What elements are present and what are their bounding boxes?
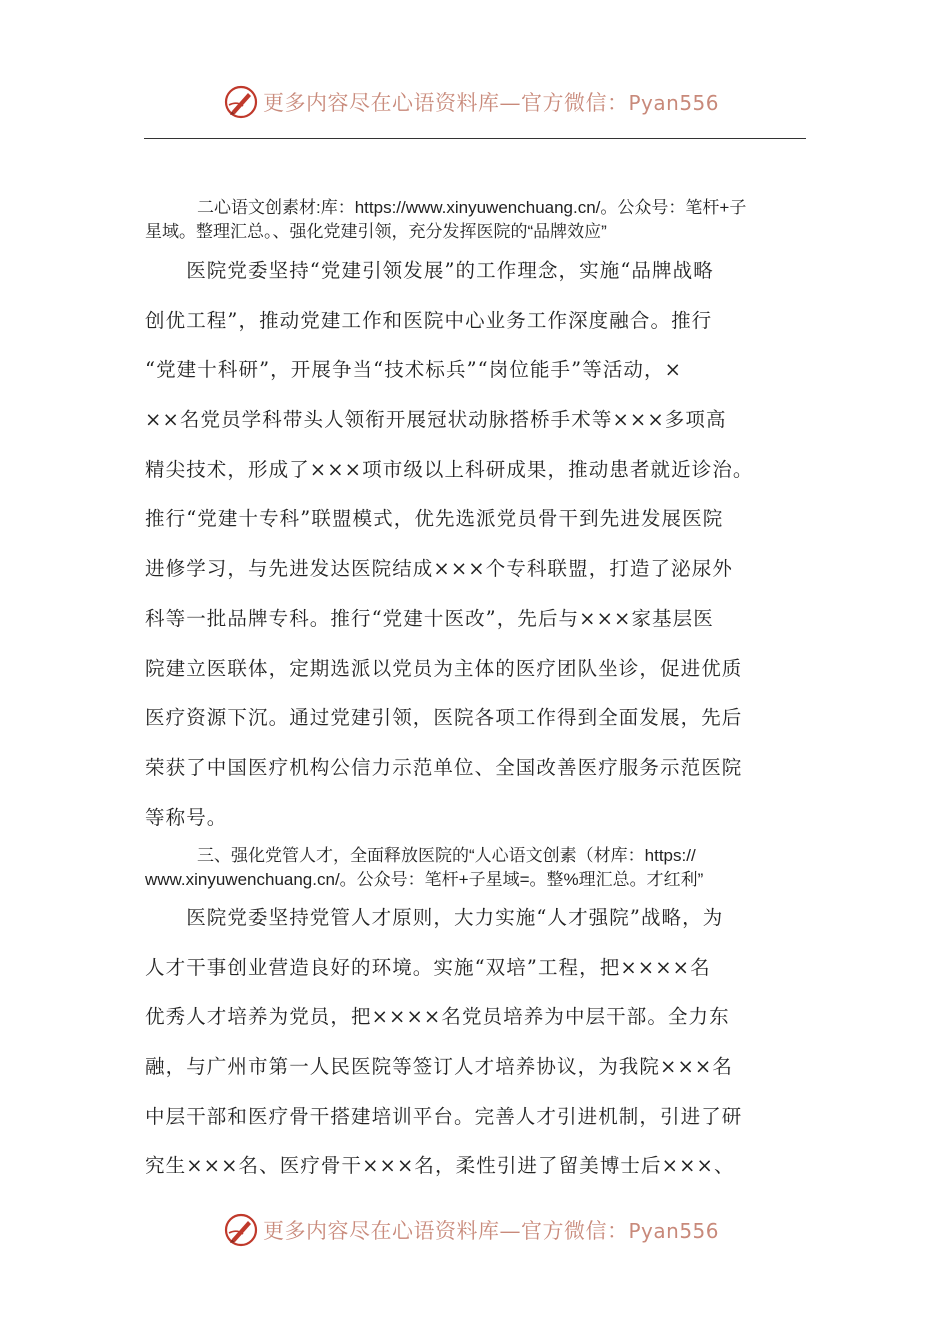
section-heading-2	[145, 196, 807, 244]
pen-logo-icon	[223, 84, 259, 120]
banner-text	[263, 87, 719, 117]
section-heading-3	[145, 844, 807, 892]
paragraph-line: 人才干事创业营造良好的环境。实施“双培”工程，把××××名	[145, 955, 711, 979]
heading-line: 三、强化党管人才，全面释放医院的“人心语文创素（材库：https://	[197, 846, 696, 865]
wechat-id: Pyan556	[628, 91, 719, 115]
paragraph-line: 优秀人才培养为党员，把××××名党员培养为中层干部。全力东	[145, 1005, 730, 1029]
paragraph-line: 究生×××名、医疗骨干×××名，柔性引进了留美博士后×××、	[145, 1154, 735, 1178]
paragraph-line: 精尖技术，形成了×××项市级以上科研成果，推动患者就近诊治。	[145, 457, 754, 481]
banner-slogan: 更多内容尽在心语资料库—官方微信：	[262, 91, 629, 115]
paragraph-line: 院建立医联体，定期选派以党员为主体的医疗团队坐诊，促进优质	[145, 656, 743, 680]
paragraph-line: 医疗资源下沉。通过党建引领，医院各项工作得到全面发展，先后	[145, 706, 743, 730]
paragraph-line: 进修学习，与先进发达医院结成×××个专科联盟，打造了泌尿外	[145, 557, 733, 581]
paragraph-line: 医院党委坚持“党建引领发展”的工作理念，实施“品牌战略	[145, 259, 714, 282]
heading-line: www.xinyuwenchuang.cn/。公众号：笔杆+子星域=。整%理汇总。才红利”	[145, 870, 704, 889]
paragraph-line: 推行“党建十专科”联盟模式，优先选派党员骨干到先进发展医院	[145, 507, 724, 531]
header-banner	[0, 82, 950, 122]
heading-line: 星域。整理汇总。、强化党建引领，充分发挥医院的“品牌效应”	[145, 222, 607, 241]
paragraph-line: 荣获了中国医疗机构公信力示范单位、全国改善医疗服务示范医院	[145, 755, 743, 779]
wechat-id: Pyan556	[628, 1219, 719, 1243]
banner-slogan: 更多内容尽在心语资料库—官方微信：	[262, 1219, 629, 1243]
pen-logo-icon	[223, 1212, 259, 1248]
section-paragraph-3	[145, 893, 809, 1191]
heading-line: 二心语文创素材:库：https://www.xinyuwenchuang.cn/。公众号：笔杆+子	[197, 198, 747, 217]
paragraph-line: “党建十科研”，开展争当“技术标兵”“岗位能手”等活动，×	[145, 358, 683, 382]
paragraph-line: ××名党员学科带头人领衔开展冠状动脉搭桥手术等×××多项高	[145, 408, 727, 432]
section-paragraph-2	[145, 246, 809, 842]
banner-text	[263, 1215, 719, 1245]
header-divider	[144, 138, 806, 139]
paragraph-line: 中层干部和医疗骨干搭建培训平台。完善人才引进机制，引进了研	[145, 1104, 743, 1128]
paragraph-line: 医院党委坚持党管人才原则，大力实施“人才强院”战略，为	[145, 906, 724, 929]
footer-banner	[0, 1210, 950, 1250]
paragraph-line: 等称号。	[145, 805, 228, 829]
paragraph-line: 科等一批品牌专科。推行“党建十医改”，先后与×××家基层医	[145, 606, 714, 630]
paragraph-line: 融，与广州市第一人民医院等签订人才培养协议，为我院×××名	[145, 1055, 733, 1079]
paragraph-line: 创优工程”，推动党建工作和医院中心业务工作深度融合。推行	[145, 308, 713, 332]
